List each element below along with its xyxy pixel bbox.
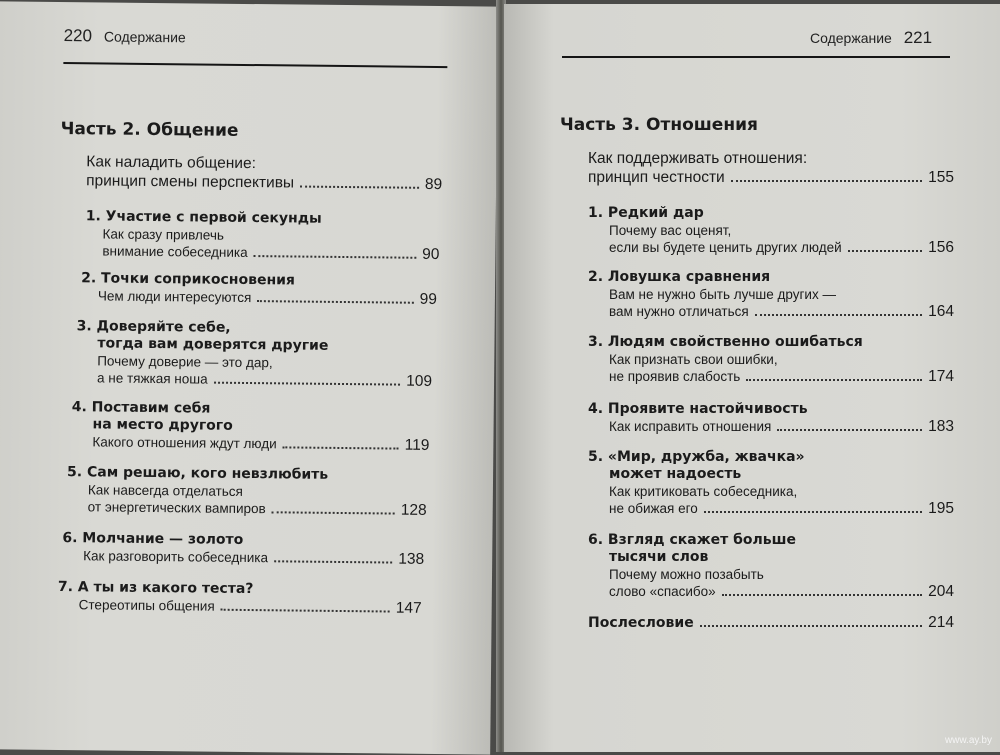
leader-dots [731,180,922,182]
right-intro-line1: Как поддерживать отношения: [588,150,808,167]
left-entry-2 [81,270,437,309]
leader-dots [272,511,395,514]
entry-title-cont: тогда вам доверятся другие [97,335,329,354]
leader-dots [777,429,922,431]
right-entry-1 [588,205,954,257]
left-entry-3 [76,318,433,391]
entry-subtitle: Вам не нужно быть лучше других — [609,287,836,302]
entry-subtitle: Почему доверие — это дар, [97,353,273,371]
leader-dots [722,594,922,596]
right-entry-2 [588,269,954,321]
left-intro-line2: принцип смены перспективы [86,172,295,192]
page-ref: 90 [422,245,440,264]
page-ref: 204 [928,583,954,600]
right-page-number: 221 [903,28,933,47]
page-ref: 155 [928,169,954,186]
entry-subtitle: Как навсегда отделаться [87,482,243,499]
watermark: www.ay.by [944,735,992,746]
right-entry-3 [588,334,954,386]
left-page-number: 220 [63,26,93,46]
right-entry-6 [588,532,954,601]
leader-dots [300,186,419,189]
leader-dots [214,382,401,386]
leader-dots [274,560,392,563]
leader-dots [704,511,922,513]
left-entry-7 [58,579,422,618]
left-entry-6 [62,530,424,569]
left-entry-4 [71,399,430,455]
entry-title-cont: может надоесть [609,466,742,482]
leader-dots [746,379,922,381]
right-intro-line2: принцип честности [588,169,725,186]
page-ref: 174 [928,368,954,385]
entry-subtitle: внимание собеседника [102,243,248,260]
left-running-head [64,26,186,47]
page-ref: 128 [400,501,427,519]
left-header-rule [63,62,447,68]
leader-dots [848,250,922,252]
entry-title-cont: тысячи слов [609,549,709,565]
left-entry-1 [85,208,440,264]
entry-title: 1. Участие с первой секунды [85,208,322,227]
leader-dots [254,255,416,259]
right-header-rule [562,56,950,58]
entry-title: 3. Доверяйте себе, [76,318,231,336]
entry-subtitle: если вы будете ценить других людей [609,240,842,255]
entry-title: 4. Поставим себя [71,399,211,417]
leader-dots [700,625,922,627]
page-ref: 89 [424,175,443,194]
right-entry-5 [588,449,954,518]
page-ref: 147 [395,599,422,617]
entry-title: 1. Редкий дар [588,205,704,221]
entry-subtitle: Чем люди интересуются [97,288,252,306]
afterword-title: Послесловие [588,615,694,631]
entry-title: 4. Проявите настойчивость [588,401,808,417]
right-intro-entry [588,149,954,187]
entry-title-cont: на место другого [92,416,233,434]
entry-title: 7. А ты из какого теста? [57,579,254,598]
entry-subtitle: вам нужно отличаться [609,304,749,319]
leader-dots [257,300,413,304]
right-running-head [810,28,932,48]
page-ref: 214 [928,614,954,631]
entry-subtitle: Почему можно позабыть [609,567,764,582]
entry-subtitle: Почему вас оценят, [609,223,732,238]
entry-subtitle: Как критиковать собеседника, [609,484,798,499]
leader-dots [755,314,922,316]
entry-title: 2. Точки соприкосновения [81,270,296,289]
page-ref: 138 [398,550,425,568]
left-entry-5 [67,464,428,520]
entry-subtitle: а не тяжкая ноша [96,370,208,387]
entry-title: 6. Взгляд скажет больше [588,532,797,548]
entry-subtitle: Стереотипы общения [78,597,215,614]
right-entry-4 [588,401,954,436]
entry-subtitle: не обижая его [609,501,698,516]
left-part-title: Часть 2. Общение [60,119,239,141]
left-intro-line1: Как наладить общение: [86,153,257,173]
right-part-title: Часть 3. Отношения [560,115,758,135]
entry-subtitle: Как сразу привлечь [102,226,225,243]
entry-title: 5. «Мир, дружба, жвачка» [588,449,805,465]
entry-title: 5. Сам решаю, кого невзлюбить [67,464,329,483]
entry-subtitle: от энергетических вампиров [87,499,266,517]
entry-subtitle: Как разговорить собеседника [83,548,269,566]
left-intro-entry [86,152,442,194]
page-ref: 183 [928,418,954,435]
right-afterword [588,614,954,632]
left-page [0,1,498,754]
entry-subtitle: Как признать свои ошибки, [609,352,778,367]
leader-dots [221,609,390,613]
entry-title: 6. Молчание — золото [62,530,244,548]
entry-subtitle: слово «спасибо» [609,584,716,599]
page-ref: 99 [419,290,438,308]
left-header-title: Содержание [103,28,186,46]
entry-title: 2. Ловушка сравнения [588,269,771,285]
entry-subtitle: не проявив слабость [609,369,741,384]
entry-title: 3. Людям свойственно ошибаться [588,334,863,350]
page-ref: 119 [404,436,430,454]
page-ref: 109 [406,372,433,390]
page-ref: 164 [928,303,954,320]
page-ref: 195 [928,500,954,517]
page-ref: 156 [928,239,954,256]
leader-dots [283,446,399,449]
entry-subtitle: Как исправить отношения [609,419,772,434]
right-header-title: Содержание [810,30,892,46]
entry-subtitle: Какого отношения ждут люди [92,434,277,452]
right-page [504,4,1000,752]
